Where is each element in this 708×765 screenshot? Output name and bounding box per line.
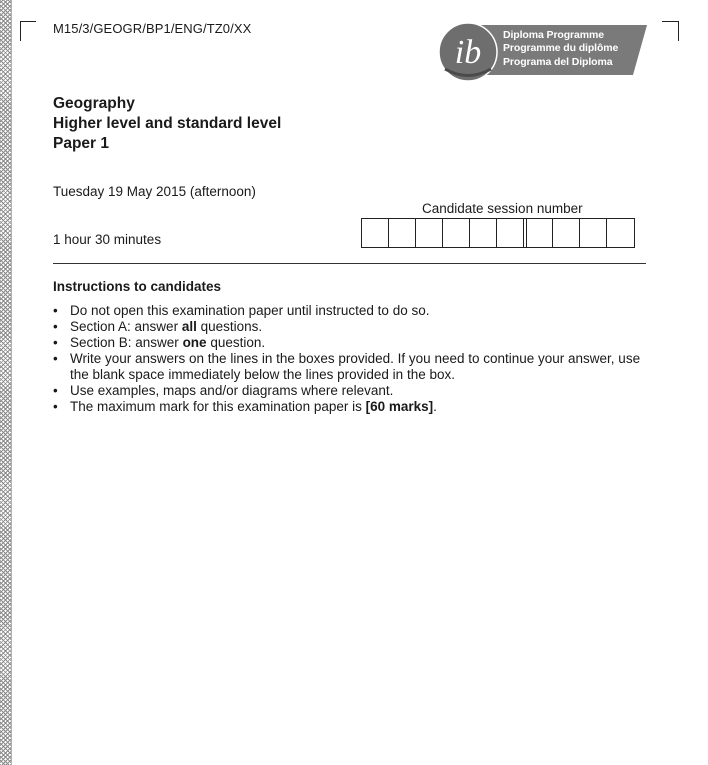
logo-line-es: Programa del Diploma (503, 55, 613, 68)
instruction-item (53, 383, 653, 399)
exam-date: Tuesday 19 May 2015 (afternoon) (53, 184, 256, 199)
bullet-icon: • (53, 319, 58, 334)
crop-mark-top-right (662, 21, 679, 41)
perforated-margin (0, 0, 11, 765)
instruction-emphasis: all (181, 319, 197, 334)
instructions-heading: Instructions to candidates (53, 279, 222, 294)
bullet-icon: • (53, 351, 58, 366)
paper-title: Paper 1 (53, 135, 110, 152)
divider-rule (53, 263, 646, 264)
csn-box[interactable] (362, 219, 389, 247)
csn-box[interactable] (497, 219, 524, 247)
instruction-text: Section B: answer (70, 335, 183, 350)
instruction-item (53, 351, 653, 383)
bullet-icon: • (53, 383, 58, 398)
bullet-icon: • (53, 303, 58, 318)
instruction-emphasis: [60 marks] (365, 399, 434, 414)
paper-code: M15/3/GEOGR/BP1/ENG/TZ0/XX (53, 21, 252, 36)
instruction-text: Write your answers on the lines in the boxes provided. If you need to continue your answer, use the blank space immediately below the lines provided in the box. (70, 351, 641, 382)
ib-mark: ib (454, 34, 482, 71)
csn-box[interactable] (416, 219, 443, 247)
instruction-text: Use examples, maps and/or diagrams where relevant. (70, 383, 394, 398)
instruction-item (53, 303, 653, 319)
candidate-session-label: Candidate session number (422, 201, 583, 216)
csn-box[interactable] (526, 219, 553, 247)
csn-box[interactable] (580, 219, 607, 247)
instruction-text: The maximum mark for this examination paper is (70, 399, 366, 414)
logo-line-en: Diploma Programme (503, 29, 604, 41)
instruction-item (53, 335, 653, 351)
crop-mark-top-left (20, 21, 36, 41)
instruction-item (53, 399, 653, 415)
logo-line-fr: Programme du diplôme (503, 42, 619, 55)
instruction-emphasis: one (182, 335, 207, 350)
level-title: Higher level and standard level (53, 115, 282, 132)
instruction-item (53, 319, 653, 335)
csn-box[interactable] (553, 219, 580, 247)
bullet-icon: • (53, 335, 58, 350)
csn-box[interactable] (443, 219, 470, 247)
logo-text (503, 29, 618, 69)
instruction-text: question. (206, 335, 266, 350)
instruction-text: questions. (196, 319, 263, 334)
csn-box[interactable] (607, 219, 634, 247)
instruction-text: . (433, 399, 437, 414)
instructions-list (53, 303, 653, 415)
instruction-text: Do not open this examination paper until instructed to do so. (70, 303, 430, 318)
title-block (53, 94, 281, 154)
subject-title: Geography (53, 95, 135, 112)
bullet-icon: • (53, 399, 58, 414)
exam-duration: 1 hour 30 minutes (53, 232, 162, 247)
csn-box[interactable] (470, 219, 497, 247)
candidate-session-number-boxes[interactable] (361, 218, 635, 248)
instruction-text: Section A: answer (70, 319, 182, 334)
csn-box[interactable] (389, 219, 416, 247)
margin-edge (11, 0, 12, 765)
